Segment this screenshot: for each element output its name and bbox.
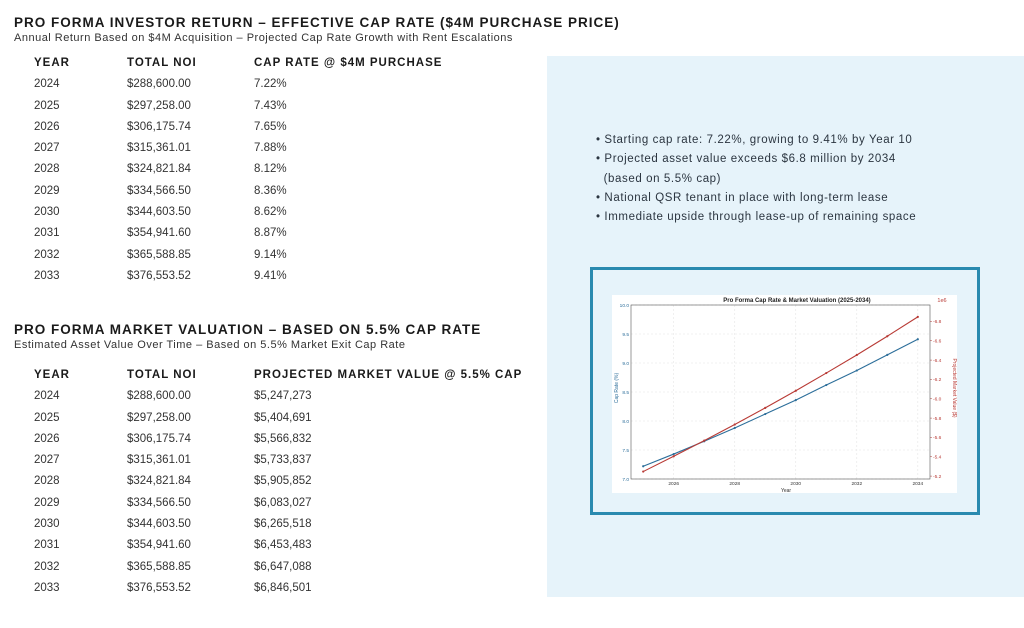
cell-year: 2028 xyxy=(34,475,60,488)
list-item: • Projected asset value exceeds $6.8 million by 2034 xyxy=(596,153,896,166)
y2-tick-label: -6.4 xyxy=(933,358,942,364)
cap-rate-point xyxy=(764,413,766,415)
market-valuation-subtitle: Estimated Asset Value Over Time – Based on 5.5% Market Exit Cap Rate xyxy=(14,339,406,351)
cell-year: 2032 xyxy=(34,248,60,261)
cell-market-value: $6,265,518 xyxy=(254,518,312,531)
cap-rate-point xyxy=(673,453,675,455)
y2-tick-label: -5.6 xyxy=(933,436,942,442)
y2-axis-label: Projected Market Value ($) xyxy=(951,358,957,418)
header-cap-rate: CAP RATE @ $4M PURCHASE xyxy=(254,57,443,69)
x-axis-label: Year xyxy=(780,488,792,493)
cell-cap-rate: 7.65% xyxy=(254,120,287,133)
cell-cap-rate: 9.14% xyxy=(254,248,287,261)
market-value-point xyxy=(734,423,736,425)
cap-rate-valuation-chart xyxy=(612,295,957,493)
cell-year: 2028 xyxy=(34,163,60,176)
cell-year: 2026 xyxy=(34,120,60,133)
cell-cap-rate: 8.87% xyxy=(254,227,287,240)
cell-noi: $315,361.01 xyxy=(127,454,191,467)
cell-market-value: $5,905,852 xyxy=(254,475,312,488)
cap-rate-point xyxy=(825,384,827,386)
cell-noi: $365,588.85 xyxy=(127,560,191,573)
cell-noi: $288,600.00 xyxy=(127,390,191,403)
cell-year: 2026 xyxy=(34,432,60,445)
y2-tick-label: -6.0 xyxy=(933,397,942,403)
y2-multiplier-label: 1e6 xyxy=(937,298,947,304)
cell-market-value: $5,566,832 xyxy=(254,432,312,445)
cell-market-value: $5,404,691 xyxy=(254,411,312,424)
cell-year: 2024 xyxy=(34,78,60,91)
chart-card xyxy=(612,295,957,493)
cell-market-value: $5,247,273 xyxy=(254,390,312,403)
y-tick-label: 7.0 xyxy=(622,477,629,483)
cell-year: 2024 xyxy=(34,390,60,403)
y-tick-label: 10.0 xyxy=(619,303,629,309)
x-tick-label: 2028 xyxy=(729,482,741,487)
list-item: • Immediate upside through lease-up of remaining space xyxy=(596,211,917,224)
market-valuation-title: PRO FORMA MARKET VALUATION – BASED ON 5.5% CAP RATE xyxy=(14,322,482,337)
cell-noi: $306,175.74 xyxy=(127,432,191,445)
cell-noi: $288,600.00 xyxy=(127,78,191,91)
investor-return-title: PRO FORMA INVESTOR RETURN – EFFECTIVE CAP RATE ($4M PURCHASE PRICE) xyxy=(14,15,620,30)
cell-noi: $376,553.52 xyxy=(127,269,191,282)
y2-tick-label: -5.8 xyxy=(933,416,942,422)
cell-cap-rate: 8.62% xyxy=(254,206,287,219)
cell-market-value: $6,083,027 xyxy=(254,496,312,509)
list-item: • National QSR tenant in place with long-term lease xyxy=(596,191,889,204)
cell-market-value: $6,846,501 xyxy=(254,581,312,594)
cell-noi: $344,603.50 xyxy=(127,206,191,219)
y2-tick-label: -5.2 xyxy=(933,474,942,480)
y2-tick-label: -6.2 xyxy=(933,378,942,384)
y2-tick-label: -5.4 xyxy=(933,455,942,461)
cell-year: 2025 xyxy=(34,411,60,424)
x-tick-label: 2032 xyxy=(851,482,863,487)
cell-noi: $315,361.01 xyxy=(127,142,191,155)
y-tick-label: 9.0 xyxy=(622,361,629,367)
list-item: (based on 5.5% cap) xyxy=(596,172,722,185)
y-tick-label: 8.5 xyxy=(622,390,629,396)
chart-frame xyxy=(590,267,980,515)
list-item: • Starting cap rate: 7.22%, growing to 9.41% by Year 10 xyxy=(596,134,913,146)
cap-rate-point xyxy=(856,369,858,371)
cell-noi: $334,566.50 xyxy=(127,184,191,197)
cell-year: 2031 xyxy=(34,539,60,552)
cell-year: 2029 xyxy=(34,496,60,509)
cell-noi: $297,258.00 xyxy=(127,99,191,112)
cap-rate-point xyxy=(886,354,888,356)
cap-rate-point xyxy=(795,399,797,401)
cell-noi: $306,175.74 xyxy=(127,120,191,133)
y-tick-label: 8.0 xyxy=(622,419,629,425)
cell-noi: $365,588.85 xyxy=(127,248,191,261)
market-value-point xyxy=(673,455,675,457)
cell-year: 2030 xyxy=(34,206,60,219)
cell-year: 2027 xyxy=(34,454,60,467)
header-market-value: PROJECTED MARKET VALUE @ 5.5% CAP xyxy=(254,369,523,381)
cell-cap-rate: 7.88% xyxy=(254,142,287,155)
cell-year: 2032 xyxy=(34,560,60,573)
highlights-list xyxy=(596,131,916,227)
cell-cap-rate: 8.36% xyxy=(254,184,287,197)
market-value-point xyxy=(917,316,919,318)
header-total-noi: TOTAL NOI xyxy=(127,369,197,381)
cap-rate-series-line xyxy=(643,339,918,466)
cell-year: 2027 xyxy=(34,142,60,155)
cell-year: 2030 xyxy=(34,518,60,531)
cell-year: 2033 xyxy=(34,269,60,282)
cell-noi: $354,941.60 xyxy=(127,227,191,240)
market-value-point xyxy=(642,470,644,472)
cell-noi: $376,553.52 xyxy=(127,581,191,594)
investor-return-subtitle: Annual Return Based on $4M Acquisition – Projected Cap Rate Growth with Rent Escalations xyxy=(14,32,513,44)
cell-year: 2031 xyxy=(34,227,60,240)
market-value-series-line xyxy=(643,317,918,472)
cell-noi: $344,603.50 xyxy=(127,518,191,531)
header-total-noi: TOTAL NOI xyxy=(127,57,197,69)
y2-tick-label: -6.6 xyxy=(933,339,942,345)
x-tick-label: 2026 xyxy=(668,482,680,487)
market-value-point xyxy=(856,354,858,356)
market-value-point xyxy=(886,335,888,337)
market-value-point xyxy=(825,372,827,374)
market-value-point xyxy=(764,407,766,409)
cell-market-value: $6,647,088 xyxy=(254,560,312,573)
cell-noi: $324,821.84 xyxy=(127,163,191,176)
market-value-point xyxy=(795,390,797,392)
cap-rate-point xyxy=(734,427,736,429)
cell-cap-rate: 9.41% xyxy=(254,269,287,282)
cell-cap-rate: 8.12% xyxy=(254,163,287,176)
x-tick-label: 2030 xyxy=(790,482,802,487)
chart-title: Pro Forma Cap Rate & Market Valuation (2025-2034) xyxy=(723,298,871,304)
cell-noi: $297,258.00 xyxy=(127,411,191,424)
cell-market-value: $5,733,837 xyxy=(254,454,312,467)
header-year: YEAR xyxy=(34,369,70,381)
cap-rate-point xyxy=(642,465,644,467)
cell-year: 2025 xyxy=(34,99,60,112)
cap-rate-point xyxy=(917,338,919,340)
y-axis-label: Cap Rate (%) xyxy=(614,372,620,404)
cell-cap-rate: 7.43% xyxy=(254,99,287,112)
market-value-point xyxy=(703,440,705,442)
cell-year: 2029 xyxy=(34,184,60,197)
y-tick-label: 7.5 xyxy=(622,448,629,454)
cell-market-value: $6,453,483 xyxy=(254,539,312,552)
x-tick-label: 2034 xyxy=(912,482,924,487)
cell-noi: $324,821.84 xyxy=(127,475,191,488)
cell-noi: $334,566.50 xyxy=(127,496,191,509)
cell-noi: $354,941.60 xyxy=(127,539,191,552)
header-year: YEAR xyxy=(34,57,70,69)
y2-tick-label: -6.8 xyxy=(933,320,942,326)
y-tick-label: 9.5 xyxy=(622,332,629,338)
cell-year: 2033 xyxy=(34,581,60,594)
cell-cap-rate: 7.22% xyxy=(254,78,287,91)
